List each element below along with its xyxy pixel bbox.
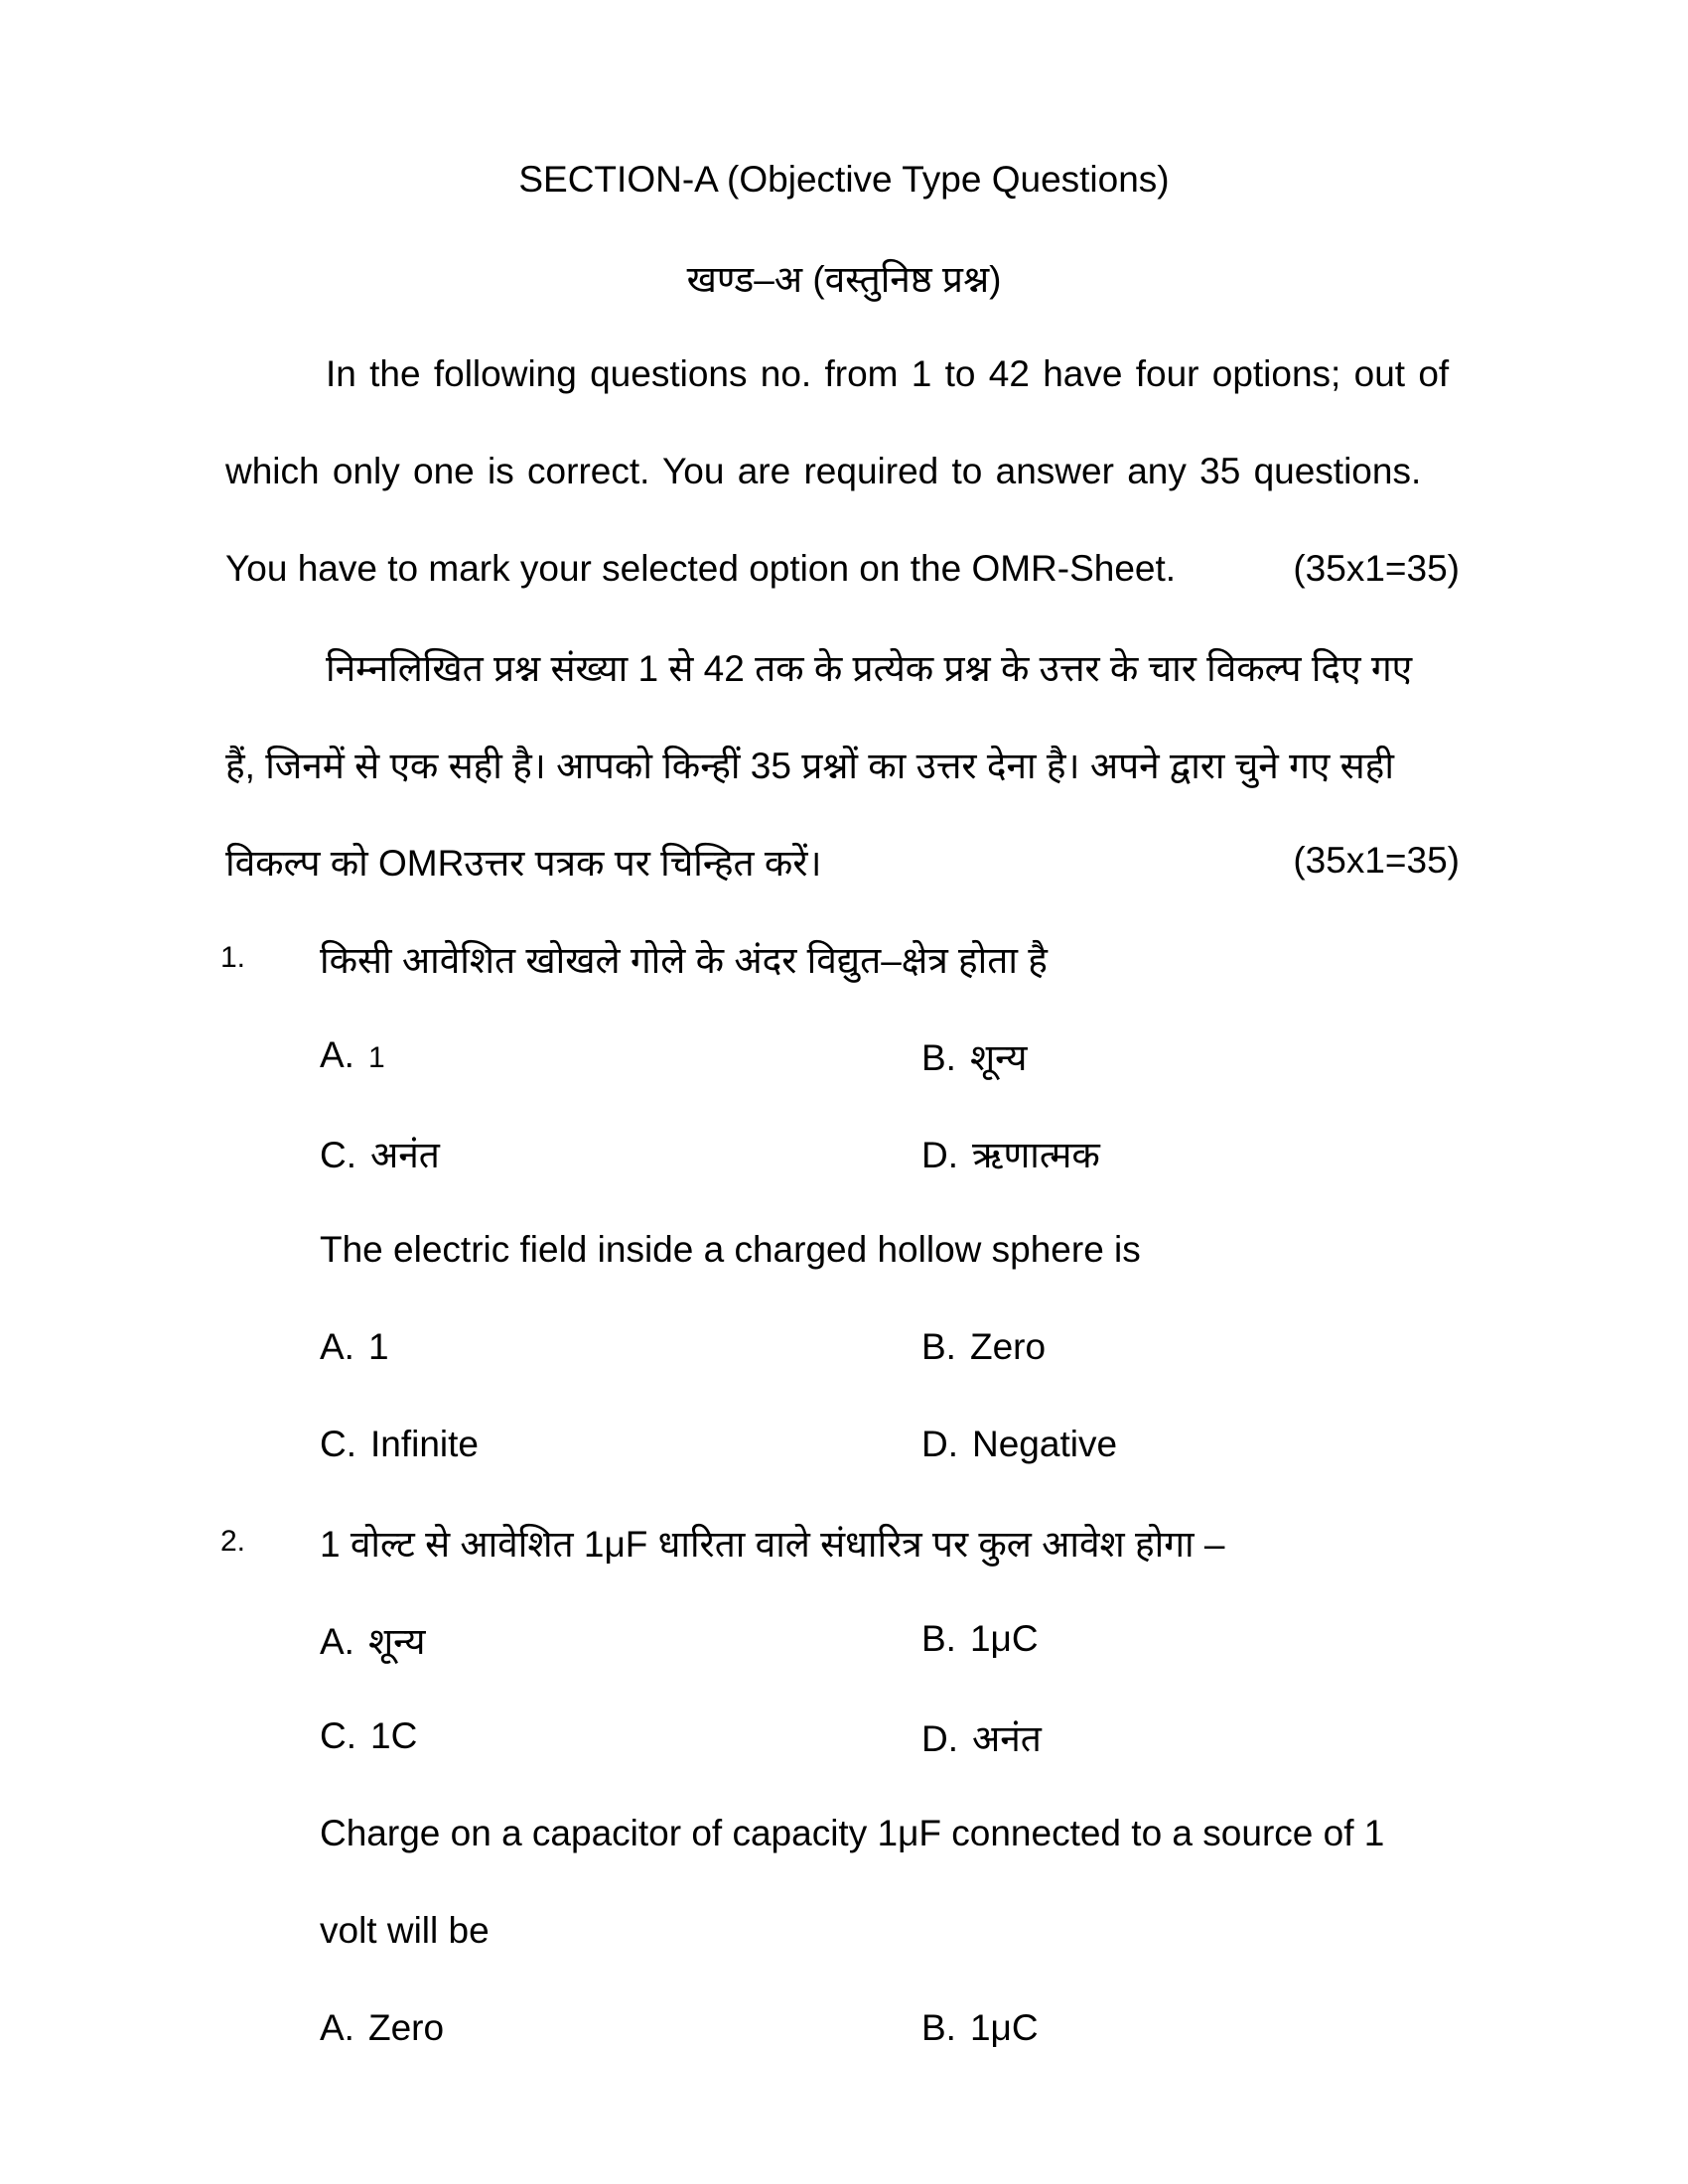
option-label: A. (320, 1034, 354, 1075)
intro-hi-line-2: हैं, जिनमें से एक सही है। आपको किन्हीं 35 प्रश्नों का उत्तर देना है। अपने द्वारा चुने गए सही (225, 745, 1394, 786)
option-label: B. (921, 1618, 956, 1659)
option-label: A. (320, 2007, 354, 2048)
marks-scheme-hindi: (35x1=35) (1293, 840, 1460, 881)
option-label: D. (921, 1424, 958, 1464)
option-item (921, 2007, 1039, 2049)
option-value: 1μC (969, 2007, 1039, 2048)
question-2 (0, 1493, 1688, 1590)
marks-scheme: (35x1=35) (1293, 548, 1460, 589)
option-item (921, 1326, 1046, 1368)
option-item (320, 1128, 921, 1178)
option-item (320, 2007, 921, 2049)
option-label: A. (320, 1326, 354, 1367)
option-value: 1μC (969, 1618, 1039, 1659)
question-2-text-english-line-2: volt will be (320, 1910, 490, 1951)
option-label: C. (320, 1715, 356, 1756)
option-item (921, 1128, 1100, 1178)
option-value: शून्य (367, 1620, 426, 1662)
option-label: D. (921, 1134, 958, 1175)
option-value: Zero (969, 1326, 1047, 1367)
option-item (921, 1618, 1039, 1660)
option-item (921, 1711, 1042, 1762)
question-1-options-english-row-1 (0, 1298, 1688, 1396)
option-label: B. (921, 2007, 956, 2048)
intro-hi-line-3 (0, 812, 1688, 909)
question-2-text-hindi: 1 वोल्ट से आवेशित 1μF धारिता वाले संधारित्र पर कुल आवेश होगा – (320, 1523, 1225, 1565)
question-2-options-hindi-row-1 (0, 1590, 1688, 1688)
option-item (320, 1034, 921, 1076)
option-label: A. (320, 1620, 354, 1662)
option-value: 1 (367, 1041, 385, 1074)
option-value: 1 (367, 1326, 389, 1367)
question-1 (0, 909, 1688, 1007)
option-item (320, 1326, 921, 1368)
option-value: शून्य (969, 1036, 1028, 1078)
intro-en-line-2: which only one is correct. You are required to answer any 35 questions. (225, 451, 1422, 491)
option-label: C. (320, 1424, 356, 1464)
question-1-text-english: The electric field inside a charged hollow sphere is (320, 1229, 1141, 1270)
intro-hi-line-3-text: विकल्प को OMRउत्तर पत्रक पर चिन्हित करें। (225, 842, 822, 884)
option-item (320, 1424, 921, 1465)
option-item (921, 1030, 1028, 1081)
option-value: 1C (370, 1715, 418, 1756)
option-label: B. (921, 1036, 956, 1078)
question-2-text-english-line-1: Charge on a capacitor of capacity 1μF connected to a source of 1 (320, 1813, 1385, 1853)
option-label: D. (921, 1717, 958, 1759)
option-label: B. (921, 1326, 956, 1367)
intro-hi-line-1: निम्नलिखित प्रश्न संख्या 1 से 42 तक के प्रत्येक प्रश्न के उत्तर के चार विकल्प दिए गए (326, 647, 1413, 689)
option-item (320, 1715, 921, 1757)
question-2-options-english-row-1 (0, 1979, 1688, 2077)
question-1-options-hindi-row-1 (0, 1007, 1688, 1104)
option-label: C. (320, 1134, 356, 1175)
option-item (320, 1614, 921, 1665)
option-value: Zero (367, 2007, 445, 2048)
question-1-options-hindi-row-2 (0, 1104, 1688, 1201)
section-subtitle-hindi-text: खण्ड–अ (वस्तुनिष्ठ प्रश्न) (686, 258, 1002, 300)
option-value: अनंत (370, 1134, 440, 1175)
question-1-number: 1. (220, 941, 246, 974)
option-value: Negative (972, 1424, 1118, 1464)
question-1-options-english-row-2 (0, 1396, 1688, 1493)
intro-en-line-3-text: You have to mark your selected option on the OMR-Sheet. (225, 548, 1177, 589)
option-value: अनंत (972, 1717, 1042, 1759)
question-1-text-hindi: किसी आवेशित खोखले गोले के अंदर विद्युत–क्षेत्र होता है (320, 939, 1048, 981)
section-subtitle-hindi (0, 228, 1688, 326)
section-title (0, 131, 1688, 228)
question-2-number: 2. (220, 1525, 246, 1558)
option-value: Infinite (370, 1424, 480, 1464)
option-value: ऋणात्मक (972, 1134, 1100, 1175)
section-title-text: SECTION-A (Objective Type Questions) (518, 159, 1170, 200)
option-item (921, 1424, 1117, 1465)
intro-en-line-1: In the following questions no. from 1 to 42 have four options; out of (326, 353, 1450, 394)
question-2-options-hindi-row-2 (0, 1688, 1688, 1785)
intro-en-line-3 (0, 520, 1688, 617)
